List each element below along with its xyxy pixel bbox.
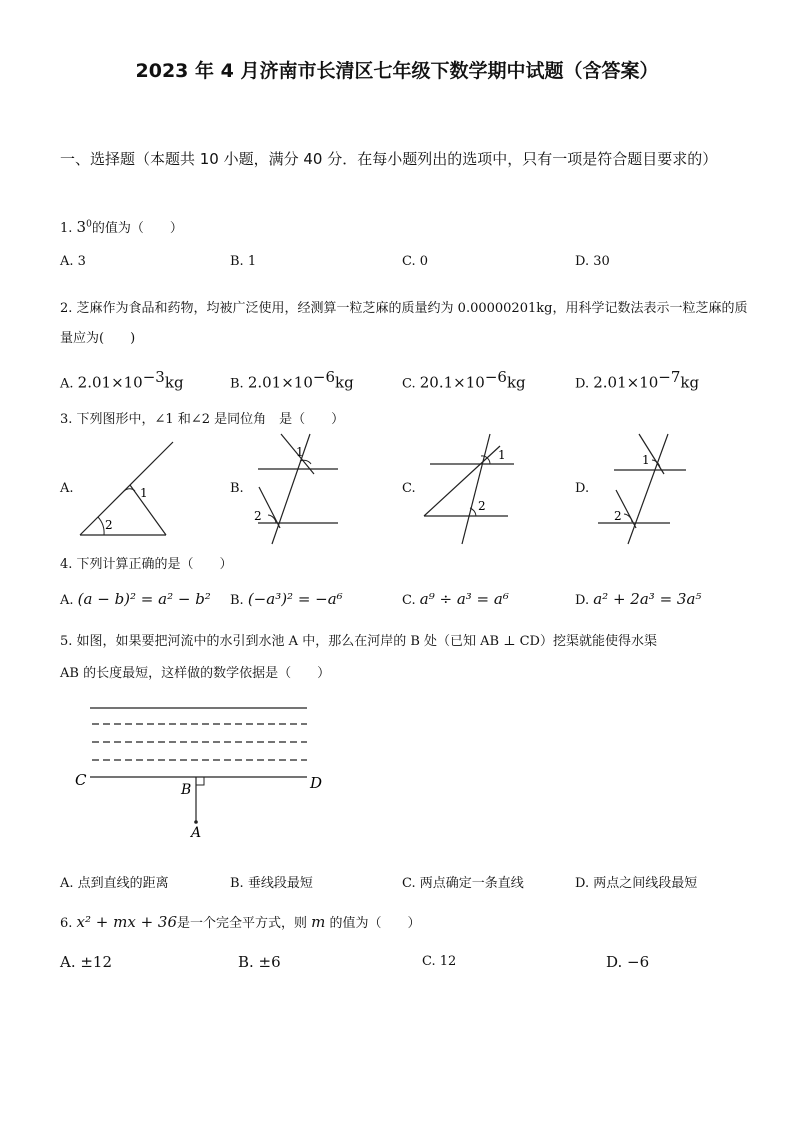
option-b <box>230 368 354 391</box>
option-d: D. −6 <box>606 953 650 971</box>
question-2-stem: 2. 芝麻作为食品和药物，均被广泛使用，经测算一粒芝麻的质量约为 0.00000201kg，用科学记数法表示一粒芝麻的质量应为( ) <box>60 301 748 346</box>
section-heading: 一、选择题（本题共 10 小题，满分 40 分．在每小题列出的选项中，只有一项是符合题目要求的） <box>60 150 718 168</box>
question-5-stem-line-2: AB 的长度最短，这样做的数学依据是（ ） <box>60 666 331 681</box>
angle-1-label: 1 <box>296 445 304 459</box>
angle-2-label: 2 <box>105 518 113 532</box>
label-c: C <box>75 771 87 789</box>
option-a: A. 点到直线的距离 <box>60 876 169 891</box>
option-exponent: −7 <box>658 368 681 386</box>
page-title: 2023 年 4 月济南市长清区七年级下数学期中试题（含答案） <box>135 60 659 82</box>
option-letter: B. <box>230 481 244 496</box>
stem-text: 是一个完全平方式，则 <box>177 916 308 931</box>
option-letter: D. <box>575 376 590 392</box>
option-d <box>575 590 701 608</box>
question-1-stem <box>60 217 183 236</box>
option-letter: D. <box>575 593 590 608</box>
option-letter: C. <box>402 593 416 608</box>
option-b <box>230 590 343 608</box>
option-c <box>402 590 509 608</box>
option-c: C. 0 <box>402 254 429 269</box>
question-number: 1. <box>60 221 73 236</box>
angle-2-label: 2 <box>478 499 486 513</box>
option-letter: A. <box>60 481 74 496</box>
option-c <box>402 368 526 391</box>
figure-a <box>78 438 178 538</box>
option-a <box>60 368 184 391</box>
option-exponent: −6 <box>312 368 336 386</box>
option-letter: B. <box>230 376 244 392</box>
label-d: D <box>310 774 323 792</box>
option-a <box>60 590 211 608</box>
option-coefficient: 2.01×10 <box>77 373 143 392</box>
variable: m <box>311 913 326 931</box>
option-coefficient: 20.1×10 <box>419 373 485 392</box>
option-expression: a⁹ ÷ a³ = a⁶ <box>419 590 509 608</box>
label-b: B <box>181 782 192 798</box>
option-d: D. 30 <box>575 254 610 269</box>
figure-b <box>250 432 340 547</box>
option-b: B. ±6 <box>238 953 281 971</box>
stem-text: 的值为（ ） <box>329 916 421 931</box>
question-5-stem-line-1: 5. 如图，如果要把河流中的水引到水池 A 中，那么在河岸的 B 处（已知 AB ⊥ CD）挖渠就能使得水渠 <box>60 634 657 649</box>
option-letter: C. <box>402 376 416 392</box>
option-expression: (a − b)² = a² − b² <box>77 590 211 608</box>
angle-2-label: 2 <box>614 509 622 523</box>
option-b: B. 垂线段最短 <box>230 876 313 891</box>
option-letter: A. <box>60 376 74 392</box>
expression: x² + mx + 36 <box>76 913 177 931</box>
option-d <box>575 368 699 391</box>
option-unit: kg <box>506 373 526 392</box>
option-expression: (−a³)² = −a⁶ <box>247 590 343 608</box>
option-b: B. 1 <box>230 254 257 269</box>
angle-2-label: 2 <box>254 509 262 523</box>
question-number: 6. <box>60 916 73 931</box>
option-letter: B. <box>230 593 244 608</box>
option-exponent: −6 <box>484 368 507 386</box>
option-c: C. 12 <box>422 954 457 969</box>
option-unit: kg <box>680 373 700 392</box>
figure-c <box>418 432 518 547</box>
option-a: A. 3 <box>60 254 86 269</box>
angle-1-label: 1 <box>642 453 650 467</box>
option-c: C. 两点确定一条直线 <box>402 876 524 891</box>
power-exponent: 0 <box>86 219 92 230</box>
question-4-stem: 4. 下列计算正确的是（ ） <box>60 557 233 572</box>
option-a: A. ±12 <box>60 953 113 971</box>
angle-1-label: 1 <box>140 486 148 500</box>
option-unit: kg <box>335 373 354 392</box>
river-diagram <box>70 698 350 840</box>
option-letter: A. <box>60 593 74 608</box>
label-a: A <box>191 825 202 840</box>
stem-text: 的值为（ ） <box>91 221 183 236</box>
option-coefficient: 2.01×10 <box>593 373 659 392</box>
option-letter: D. <box>575 481 590 496</box>
option-expression: a² + 2a³ = 3a⁵ <box>593 590 702 608</box>
question-3-stem: 3. 下列图形中，∠1 和∠2 是同位角 是（ ） <box>60 412 345 427</box>
figure-d <box>594 432 694 547</box>
option-letter: C. <box>402 481 416 496</box>
option-unit: kg <box>164 373 184 392</box>
option-d: D. 两点之间线段最短 <box>575 876 698 891</box>
option-coefficient: 2.01×10 <box>247 373 313 392</box>
question-6-stem <box>60 912 421 931</box>
power-base: 3 <box>76 218 87 236</box>
angle-1-label: 1 <box>498 448 506 462</box>
option-exponent: −3 <box>142 368 165 386</box>
